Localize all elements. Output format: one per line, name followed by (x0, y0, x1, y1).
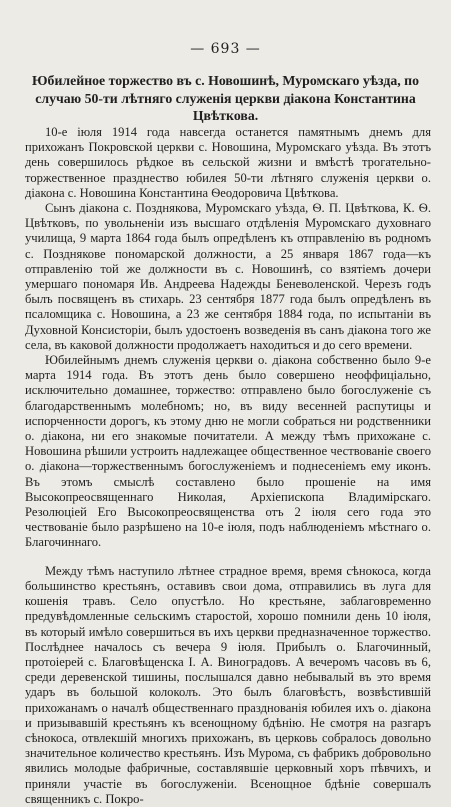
paragraph-spacer (25, 551, 431, 564)
paragraph-1: 10-е іюля 1914 года навсегда останется памятнымъ днемъ для прихожанъ Покровской церкви с. Новошина, Муромскаго уѣзда. Въ этотъ день совершилось рѣдкое въ сельской жизни и вмѣстѣ трогательно-торжественное празднество юбилея 50-ти лѣтняго служенія церкви о. діакона с. Новошина Константина Ѳеодоровича Цвѣткова. (25, 125, 431, 200)
article-body (25, 125, 431, 807)
paragraph-3: Юбилейнымъ днемъ служенія церкви о. діакона собственно было 9-е марта 1914 года. Въ этотъ день было совершено неоффиціально, исключительно домашнее, торжество: отправлено было богослуженіе съ благодарственнымъ молебномъ; но, въ виду весенней распутицы и испорченности дорогъ, къ этому дню не могли собраться ни родственники о. діакона, ни его знакомые почитатели. А между тѣмъ прихожане с. Новошина рѣшили устроить надлежащее общественное чествованіе своего о. діакона—торжественнымъ богослуженіемъ и поднесеніемъ ему иконъ. Въ этомъ смыслѣ составлено было прошеніе на имя Высокопреосвященнаго Николая, Архіепископа Владимірскаго. Резолюціей Его Высокопреосвященства отъ 2 іюля сего года это чествованіе было разрѣшено на 10-е іюля, подъ наблюденіемъ мѣстнаго о. Благочиннаго. (25, 353, 431, 550)
paragraph-2: Сынъ діакона с. Позднякова, Муромскаго уѣзда, Ѳ. П. Цвѣткова, К. Ѳ. Цвѣтковъ, по увольненіи изъ высшаго отдѣленія Муромскаго духовнаго училища, 9 марта 1864 года былъ опредѣленъ къ отправленію въ родномъ с. Позднякове пономарской должности, а 25 января 1867 года—къ отправленію той же должности въ с. Новошинѣ, со взятіемъ дочери умершаго пономаря Ив. Андреева Надежды Беневоленской. Черезъ годъ былъ посвященъ въ стихарь. 23 сентября 1877 года былъ опредѣленъ въ псаломщика с. Новошина, а 23 же сентября 1884 года, по испытаніи въ Духовной Консисторіи, былъ удостоенъ возведенія въ санъ діакона того же села, въ каковой должности продолжаетъ находиться и до сего времени. (25, 201, 431, 352)
article-title: Юбилейное торжество въ с. Новошинѣ, Муромскаго уѣзда, по случаю 50-ти лѣтняго служенія церкви діакона Константина Цвѣткова. (32, 73, 419, 123)
page-number: — 693 — (190, 41, 261, 57)
paragraph-4: Между тѣмъ наступило лѣтнее страдное время, время сѣнокоса, когда большинство крестьянъ, оставивъ свои дома, отправились въ луга для кошенія травъ. Село опустѣло. Но крестьяне, заблаговременно предувѣдомленные сельскимъ старостой, хорошо помнили день 10 іюля, въ который имѣло совершиться въ ихъ церкви предназначенное торжество. Послѣднее началось съ вечера 9 іюля. Прибылъ о. Благочинный, протоіерей с. Благовѣщенска І. А. Виноградовъ. А вечеромъ часовъ въ 6, среди деревенской тишины, послышался давно небывалый въ это время ударъ въ большой колоколъ. Это былъ благовѣстъ, возвѣстившій прихожанамъ о началѣ общественнаго празднованія юбилея ихъ о. діакона и призывавшій крестьянъ къ всенощному бдѣнію. Не смотря на разгаръ сѣнокоса, отвлекшій многихъ прихожанъ, въ церковь собралось довольно значительное количество крестьянъ. Изъ Мурома, съ фабрикъ добровольно явились молодые фабричные, составлявшіе церковный хоръ пѣвчихъ, и приняли участіе въ богослуженіи. Всенощное бдѣніе совершалъ священникъ с. Покро- (25, 563, 431, 806)
